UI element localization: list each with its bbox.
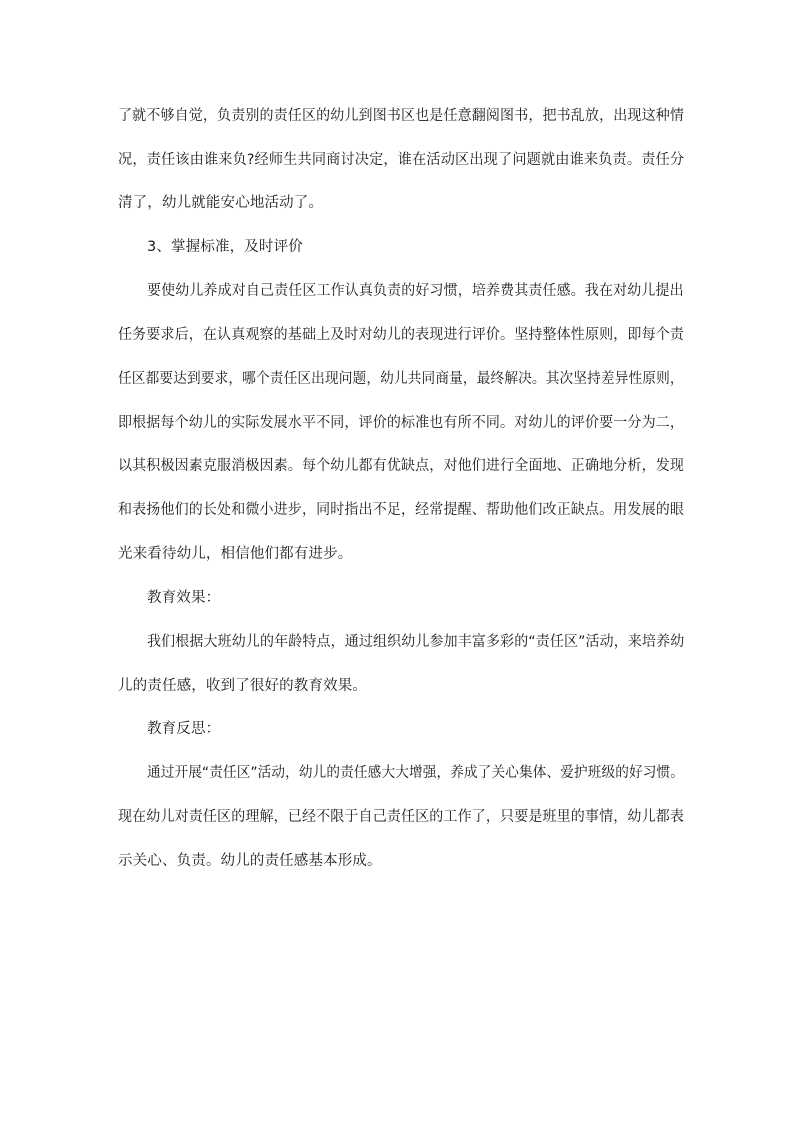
- text-line: 现在幼儿对责任区的理解，已经不限于自己责任区的工作了，只要是班里的事情，幼儿都表: [118, 809, 685, 825]
- section-heading: 教育反思：: [147, 721, 221, 737]
- text-line: 况，责任该由谁来负?经师生共同商讨决定，谁在活动区出现了问题就由谁来负责。责任分: [118, 152, 685, 168]
- text-line: 示关心、负责。幼儿的责任感基本形成。: [118, 853, 382, 869]
- text-line: 光来看待幼儿，相信他们都有进步。: [118, 546, 353, 562]
- text-line: 通过开展“责任区”活动，幼儿的责任感大大增强，养成了关心集体、爱护班级的好习惯。: [147, 765, 685, 781]
- section-heading: 教育效果：: [147, 590, 221, 606]
- text-line: 任务要求后，在认真观察的基础上及时对幼儿的表现进行评价。坚持整体性原则，即每个责: [118, 327, 685, 343]
- text-line: 要使幼儿养成对自己责任区工作认真负责的好习惯，培养费其责任感。我在对幼儿提出: [147, 283, 684, 299]
- section-heading: 3、掌握标准，及时评价: [147, 239, 303, 255]
- text-line: 我们根据大班幼儿的年龄特点，通过组织幼儿参加丰富多彩的“责任区”活动，来培养幼: [147, 634, 685, 650]
- text-line: 了就不够自觉，负责别的责任区的幼儿到图书区也是任意翻阅图书，把书乱放，出现这种情: [118, 108, 685, 124]
- text-line: 清了，幼儿就能安心地活动了。: [118, 195, 324, 211]
- text-line: 以其积极因素克服消极因素。每个幼儿都有优缺点，对他们进行全面地、正确地分析，发现: [118, 458, 685, 474]
- text-line: 即根据每个幼儿的实际发展水平不同，评价的标准也有所不同。对幼儿的评价要一分为二，: [118, 415, 685, 431]
- text-line: 和表扬他们的长处和微小进步，同时指出不足，经常提醒、帮助他们改正缺点。用发展的眼: [118, 502, 685, 518]
- text-line: 儿的责任感，收到了很好的教育效果。: [118, 678, 368, 694]
- text-line: 任区都要达到要求，哪个责任区出现问题，幼儿共同商量，最终解决。其次坚持差异性原则，: [118, 371, 684, 387]
